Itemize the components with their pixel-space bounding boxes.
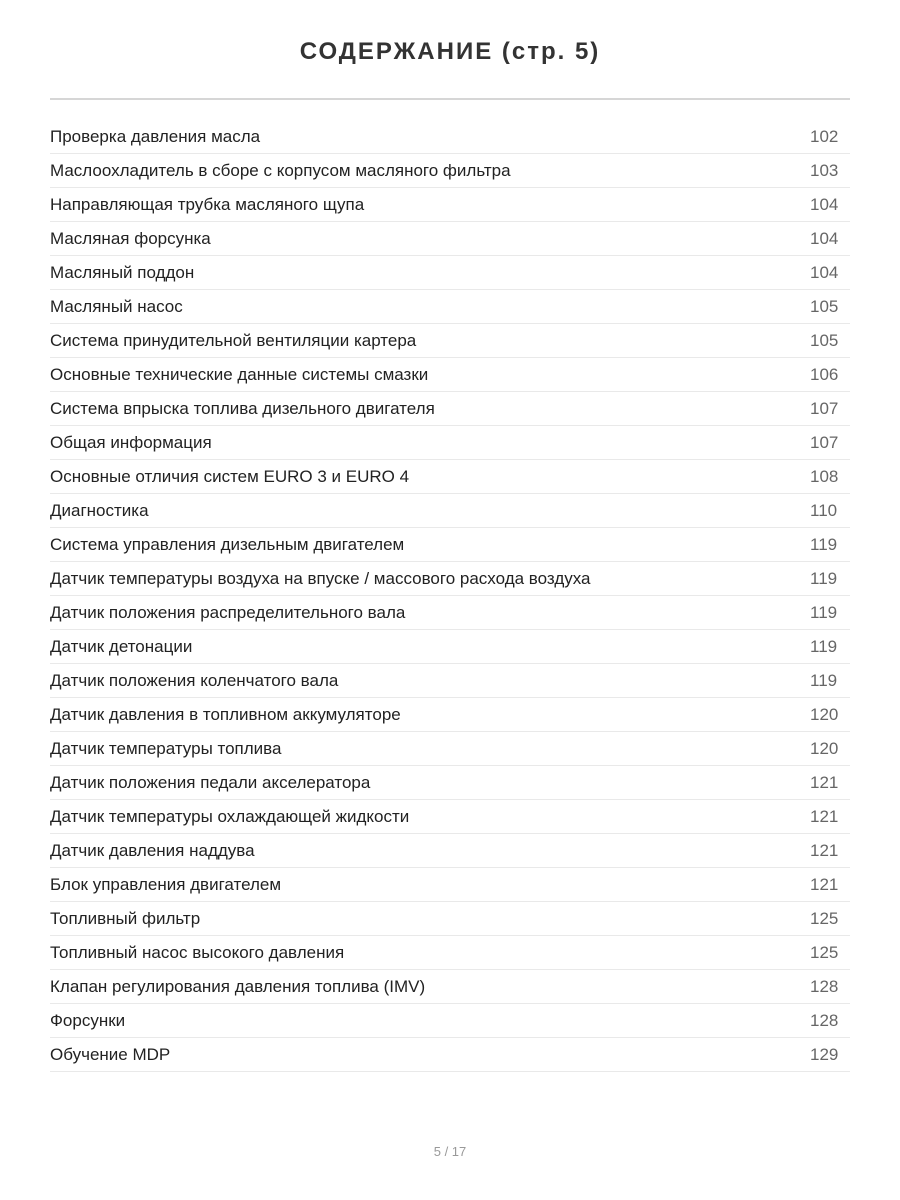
toc-entry-page-number: 129 (810, 1045, 839, 1064)
toc-entry[interactable] (50, 936, 850, 970)
toc-entry[interactable] (50, 426, 850, 460)
toc-entry-page-number: 128 (810, 977, 839, 996)
toc-entry-title[interactable]: Общая информация (50, 433, 212, 452)
toc-entry-page-number: 121 (810, 773, 839, 792)
page-title: СОДЕРЖАНИЕ (стр. 5) (299, 38, 601, 65)
toc-entry[interactable] (50, 222, 850, 256)
title-divider (50, 98, 850, 100)
toc-entry-title[interactable]: Датчик температуры воздуха на впуске / массового расхода воздуха (50, 569, 591, 588)
toc-entry[interactable] (50, 970, 850, 1004)
toc-entry-page-number: 102 (810, 127, 839, 146)
toc-entry-page-number: 104 (810, 263, 839, 282)
toc-entry[interactable] (50, 1038, 850, 1072)
toc-entry-page-number: 108 (810, 467, 839, 486)
toc-entry-title[interactable]: Форсунки (50, 1011, 126, 1030)
toc-entry-title[interactable]: Проверка давления масла (50, 127, 261, 146)
toc-entry-page-number: 107 (810, 433, 839, 452)
toc-entry-page-number: 105 (810, 331, 839, 350)
toc-entry-title[interactable]: Датчик положения распределительного вала (50, 603, 406, 622)
toc-entry[interactable] (50, 324, 850, 358)
toc-entry[interactable] (50, 868, 850, 902)
toc-entry[interactable] (50, 834, 850, 868)
toc-entry[interactable] (50, 528, 850, 562)
toc-entry-title[interactable]: Диагностика (50, 501, 149, 520)
toc-entry-page-number: 120 (810, 705, 839, 724)
toc-entry[interactable] (50, 800, 850, 834)
toc-entry-title[interactable]: Масляный поддон (50, 263, 195, 282)
toc-entry[interactable] (50, 154, 850, 188)
toc-entry-title[interactable]: Датчик положения педали акселератора (50, 773, 371, 792)
toc-entry-title[interactable]: Топливный фильтр (50, 909, 201, 928)
toc-entry-page-number: 121 (810, 841, 839, 860)
toc-entry[interactable] (50, 902, 850, 936)
toc-entry-title[interactable]: Датчик температуры охлаждающей жидкости (50, 807, 410, 826)
toc-entry-title[interactable]: Система управления дизельным двигателем (50, 535, 405, 554)
toc-entry[interactable] (50, 1004, 850, 1038)
toc-entry-page-number: 106 (810, 365, 839, 384)
toc-entry-title[interactable]: Основные отличия систем EURO 3 и EURO 4 (50, 467, 410, 486)
toc-entry-title[interactable]: Система впрыска топлива дизельного двигателя (50, 399, 435, 418)
toc-entry[interactable] (50, 596, 850, 630)
toc-entry-title[interactable]: Маслоохладитель в сборе с корпусом масляного фильтра (50, 161, 511, 180)
toc-entry-page-number: 119 (810, 671, 838, 690)
toc-entry-title[interactable]: Масляный насос (50, 297, 183, 316)
toc-entry[interactable] (50, 256, 850, 290)
toc-entry-title[interactable]: Топливный насос высокого давления (50, 943, 345, 962)
toc-entry[interactable] (50, 358, 850, 392)
toc-entry[interactable] (50, 562, 850, 596)
toc-entry[interactable] (50, 664, 850, 698)
page-indicator: 5 / 17 (433, 1144, 467, 1159)
toc-entry[interactable] (50, 460, 850, 494)
toc-entry-title[interactable]: Датчик детонации (50, 637, 193, 656)
toc-entry-page-number: 110 (810, 501, 838, 520)
toc-entry[interactable] (50, 188, 850, 222)
toc-entry[interactable] (50, 392, 850, 426)
toc-entry[interactable] (50, 698, 850, 732)
toc-entry-page-number: 121 (810, 875, 839, 894)
toc-entry-title[interactable]: Датчик давления в топливном аккумуляторе (50, 705, 401, 724)
toc-entry-title[interactable]: Клапан регулирования давления топлива (IMV) (50, 977, 426, 996)
toc-entry-page-number: 119 (810, 637, 838, 656)
toc-entry-title[interactable]: Основные технические данные системы смазки (50, 365, 429, 384)
toc-entry-page-number: 103 (810, 161, 839, 180)
toc-entry-page-number: 125 (810, 909, 839, 928)
table-of-contents (50, 120, 850, 1072)
toc-entry[interactable] (50, 766, 850, 800)
toc-entry-page-number: 107 (810, 399, 839, 418)
toc-entry-page-number: 120 (810, 739, 839, 758)
toc-entry-page-number: 119 (810, 569, 838, 588)
toc-entry-page-number: 119 (810, 535, 838, 554)
toc-entry[interactable] (50, 494, 850, 528)
toc-entry-title[interactable]: Датчик температуры топлива (50, 739, 282, 758)
toc-entry-page-number: 128 (810, 1011, 839, 1030)
toc-entry-title[interactable]: Обучение MDP (50, 1045, 171, 1064)
toc-entry-title[interactable]: Датчик давления наддува (50, 841, 255, 860)
toc-entry-page-number: 121 (810, 807, 839, 826)
toc-entry[interactable] (50, 120, 850, 154)
toc-entry-title[interactable]: Система принудительной вентиляции картера (50, 331, 417, 350)
toc-entry[interactable] (50, 732, 850, 766)
toc-entry[interactable] (50, 290, 850, 324)
toc-entry-title[interactable]: Датчик положения коленчатого вала (50, 671, 339, 690)
toc-entry[interactable] (50, 630, 850, 664)
toc-entry-page-number: 104 (810, 195, 839, 214)
toc-entry-page-number: 119 (810, 603, 838, 622)
toc-entry-title[interactable]: Масляная форсунка (50, 229, 211, 248)
toc-entry-page-number: 125 (810, 943, 839, 962)
toc-entry-title[interactable]: Блок управления двигателем (50, 875, 282, 894)
toc-entry-page-number: 104 (810, 229, 839, 248)
toc-entry-page-number: 105 (810, 297, 839, 316)
toc-entry-title[interactable]: Направляющая трубка масляного щупа (50, 195, 365, 214)
